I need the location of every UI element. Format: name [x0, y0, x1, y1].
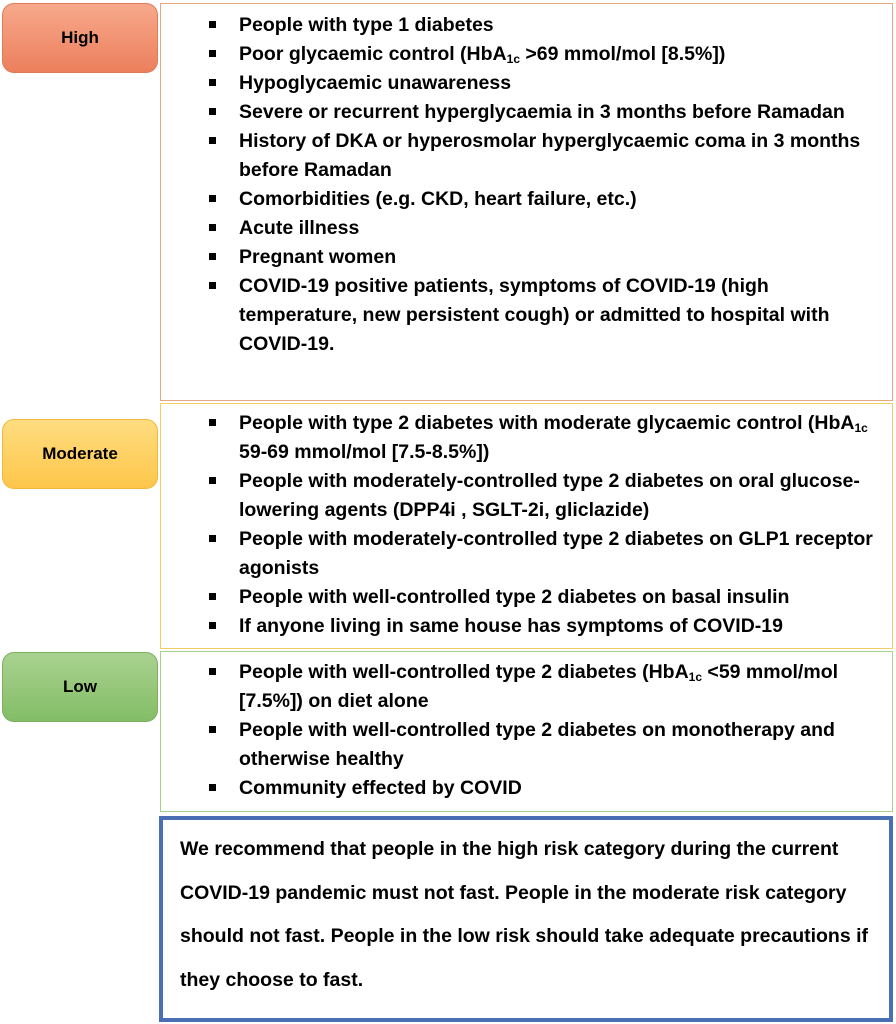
criteria-text: 59-69 mmol/mol [7.5-8.5%]) — [239, 441, 490, 463]
bullet-icon — [209, 21, 216, 28]
moderate-risk-label: Moderate — [2, 419, 158, 489]
bullet-icon — [209, 535, 216, 542]
moderate-risk-list — [161, 409, 886, 641]
criteria-text: COVID-19 positive patients, symptoms of COVID-19 (high temperature, new persistent cough) or admitted to hospital with COVID-19. — [239, 275, 830, 355]
bullet-icon — [209, 622, 216, 629]
subscript-text: 1c — [688, 670, 703, 684]
recommendation-text: We recommend that people in the high risk category during the current COVID-19 pandemic must not fast. People in the moderate risk category should not fast. People in the low risk should take adequate precautions if they choose to fast. — [180, 838, 869, 991]
criteria-item — [161, 583, 886, 612]
criteria-item — [161, 409, 886, 467]
low-risk-label: Low — [2, 652, 158, 722]
bullet-icon — [209, 195, 216, 202]
criteria-item — [161, 774, 886, 803]
criteria-item — [161, 658, 886, 716]
criteria-text: People with well-controlled type 2 diabetes on monotherapy and otherwise healthy — [239, 719, 835, 770]
subscript-text: 1c — [506, 52, 520, 66]
criteria-item — [161, 272, 886, 359]
criteria-text: Community effected by COVID — [239, 777, 522, 799]
bullet-icon — [209, 784, 216, 791]
low-risk-criteria-box — [160, 651, 893, 812]
criteria-text: People with well-controlled type 2 diabetes on basal insulin — [239, 586, 790, 608]
low-risk-list — [161, 658, 886, 803]
bullet-icon — [209, 282, 216, 289]
criteria-item — [161, 127, 886, 185]
criteria-text: Severe or recurrent hyperglycaemia in 3 months before Ramadan — [239, 101, 845, 123]
bullet-icon — [209, 137, 216, 144]
criteria-text: >69 mmol/mol [8.5%]) — [520, 43, 726, 65]
criteria-text: History of DKA or hyperosmolar hyperglycaemic coma in 3 months before Ramadan — [239, 130, 861, 181]
criteria-text: People with type 1 diabetes — [239, 14, 494, 36]
criteria-text: People with moderately-controlled type 2 diabetes on GLP1 receptor agonists — [239, 528, 873, 579]
bullet-icon — [209, 253, 216, 260]
criteria-item — [161, 98, 886, 127]
bullet-icon — [209, 419, 216, 426]
criteria-item — [161, 716, 886, 774]
criteria-item — [161, 525, 886, 583]
criteria-text: Hypoglycaemic unawareness — [239, 72, 512, 94]
high-risk-label: High — [2, 3, 158, 73]
criteria-item — [161, 185, 886, 214]
criteria-item — [161, 69, 886, 98]
bullet-icon — [209, 224, 216, 231]
bullet-icon — [209, 50, 216, 57]
criteria-text: People with type 2 diabetes with moderate glycaemic control (HbA — [239, 412, 855, 434]
criteria-text: Acute illness — [239, 217, 360, 239]
criteria-item — [161, 11, 886, 40]
criteria-text: <59 mmol/mol [7.5%]) on diet alone — [239, 661, 839, 712]
criteria-item — [161, 243, 886, 272]
bullet-icon — [209, 477, 216, 484]
subscript-text: 1c — [854, 421, 868, 435]
criteria-item — [161, 40, 886, 69]
bullet-icon — [209, 108, 216, 115]
bullet-icon — [209, 79, 216, 86]
bullet-icon — [209, 593, 216, 600]
moderate-risk-criteria-box — [160, 403, 893, 649]
criteria-text: People with moderately-controlled type 2 diabetes on oral glucose-lowering agents (DPP4i , SGLT-2i, gliclazide) — [239, 470, 860, 521]
criteria-item — [161, 467, 886, 525]
criteria-item — [161, 612, 886, 641]
criteria-item — [161, 214, 886, 243]
criteria-text: People with well-controlled type 2 diabetes (HbA — [239, 661, 689, 683]
criteria-text: Pregnant women — [239, 246, 397, 268]
criteria-text: Poor glycaemic control (HbA — [239, 43, 507, 65]
high-risk-list — [161, 11, 886, 359]
bullet-icon — [209, 668, 216, 675]
criteria-text: If anyone living in same house has symptoms of COVID-19 — [239, 615, 783, 637]
bullet-icon — [209, 726, 216, 733]
criteria-text: Comorbidities (e.g. CKD, heart failure, etc.) — [239, 188, 637, 210]
recommendation-box — [159, 816, 893, 1022]
high-risk-criteria-box — [160, 3, 893, 401]
